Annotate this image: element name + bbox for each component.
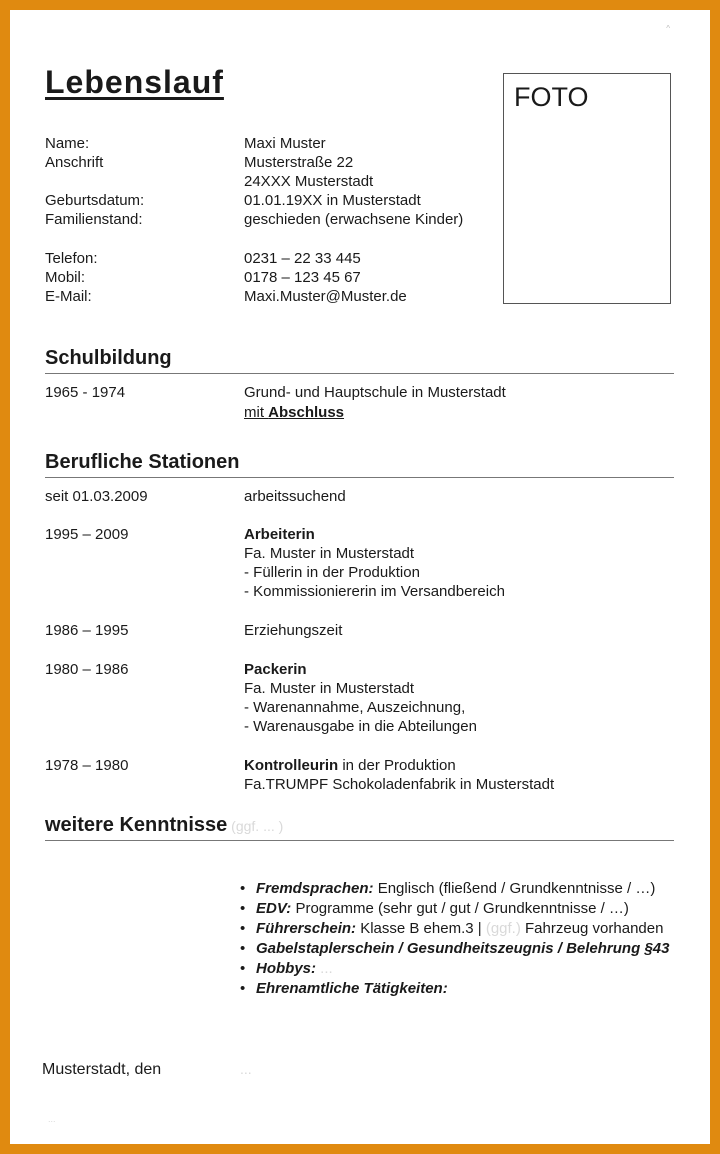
phone-label: Telefon:	[45, 250, 98, 267]
career-period: 1986 – 1995	[45, 622, 129, 639]
school-line1: Grund- und Hauptschule in Musterstadt	[244, 384, 506, 401]
address-line1: Musterstraße 22	[244, 154, 354, 171]
email-value: Maxi.Muster@Muster.de	[244, 288, 407, 305]
skills-heading: weitere Kenntnisse	[45, 814, 228, 836]
career-period: 1978 – 1980	[45, 757, 129, 774]
skills-heading-row	[45, 814, 283, 837]
career-line: Fa.TRUMPF Schokoladenfabrik in Musterstadt	[244, 776, 555, 793]
skill-label: EDV:	[256, 900, 292, 917]
birth-value: 01.01.19XX in Musterstadt	[244, 192, 421, 209]
career-text: arbeitssuchend	[244, 488, 346, 505]
skill-label: Hobbys:	[256, 960, 316, 977]
career-period: 1980 – 1986	[45, 661, 129, 678]
career-title-line	[244, 756, 456, 775]
skill-item	[240, 940, 669, 957]
school-rule	[45, 373, 674, 374]
career-line: - Kommissioniererin im Versandbereich	[244, 583, 505, 600]
career-period: seit 01.03.2009	[45, 488, 148, 505]
family-label: Familienstand:	[45, 211, 143, 228]
career-title: Kontrolleurin	[244, 757, 339, 774]
career-title: Arbeiterin	[244, 526, 315, 543]
page-title: Lebenslauf	[45, 64, 224, 100]
skill-text: Klasse B ehem.3 |	[356, 920, 486, 937]
birth-label: Geburtsdatum:	[45, 192, 145, 209]
bullet-icon: •	[240, 940, 246, 957]
career-title-suffix: in der Produktion	[338, 757, 456, 774]
signature-faint: ...	[240, 1061, 252, 1077]
name-label: Name:	[45, 135, 90, 152]
skill-text: Programme (sehr gut / gut / Grundkenntnisse / …)	[291, 900, 629, 917]
corner-mark: ^	[666, 24, 670, 33]
bullet-icon: •	[240, 880, 246, 897]
career-title: Packerin	[244, 661, 307, 678]
career-heading: Berufliche Stationen	[45, 451, 240, 473]
bullet-icon: •	[240, 920, 246, 937]
signature-place: Musterstadt, den	[42, 1061, 162, 1078]
skill-label: Ehrenamtliche Tätigkeiten:	[256, 980, 448, 997]
career-line: - Warenausgabe in die Abteilungen	[244, 718, 477, 735]
skill-text: Englisch (fließend / Grundkenntnisse / …)	[373, 880, 656, 897]
address-line2: 24XXX Musterstadt	[244, 173, 374, 190]
photo-label: FOTO	[514, 82, 589, 112]
skill-item	[240, 960, 333, 977]
email-label: E-Mail:	[45, 288, 92, 305]
name-value: Maxi Muster	[244, 135, 326, 152]
photo-placeholder	[503, 73, 671, 304]
footer-faint: ...	[48, 1114, 56, 1124]
school-line2-prefix: mit	[244, 404, 269, 421]
skill-item	[240, 980, 448, 997]
mobile-label: Mobil:	[45, 269, 86, 286]
skill-item	[240, 920, 663, 937]
skill-item	[240, 900, 629, 917]
phone-value: 0231 – 22 33 445	[244, 250, 361, 267]
school-heading: Schulbildung	[45, 347, 172, 369]
career-text: Erziehungszeit	[244, 622, 343, 639]
career-line: - Füllerin in der Produktion	[244, 564, 420, 581]
skill-label: Fremdsprachen:	[256, 880, 374, 897]
career-period: 1995 – 2009	[45, 526, 129, 543]
bullet-icon: •	[240, 980, 246, 997]
skill-label: Gabelstaplerschein / Gesundheitszeugnis / Belehrung §43	[256, 940, 670, 957]
school-line2-bold: Abschluss	[268, 404, 345, 421]
skill-faint: (ggf.)	[485, 920, 521, 937]
address-label: Anschrift	[45, 154, 104, 171]
skill-faint: ...	[316, 960, 333, 977]
skills-rule	[45, 840, 674, 841]
career-rule	[45, 477, 674, 478]
family-value: geschieden (erwachsene Kinder)	[244, 211, 464, 228]
skill-item	[240, 880, 655, 897]
career-line: Fa. Muster in Musterstadt	[244, 545, 415, 562]
mobile-value: 0178 – 123 45 67	[244, 269, 361, 286]
school-period: 1965 - 1974	[45, 384, 126, 401]
bullet-icon: •	[240, 960, 246, 977]
bullet-icon: •	[240, 900, 246, 917]
career-line: Fa. Muster in Musterstadt	[244, 680, 415, 697]
skills-heading-faint: (ggf. ... )	[227, 818, 284, 834]
skill-text2: Fahrzeug vorhanden	[520, 920, 664, 937]
skill-label: Führerschein:	[256, 920, 357, 937]
career-line: - Warenannahme, Auszeichnung,	[244, 699, 466, 716]
school-line2	[244, 403, 344, 422]
